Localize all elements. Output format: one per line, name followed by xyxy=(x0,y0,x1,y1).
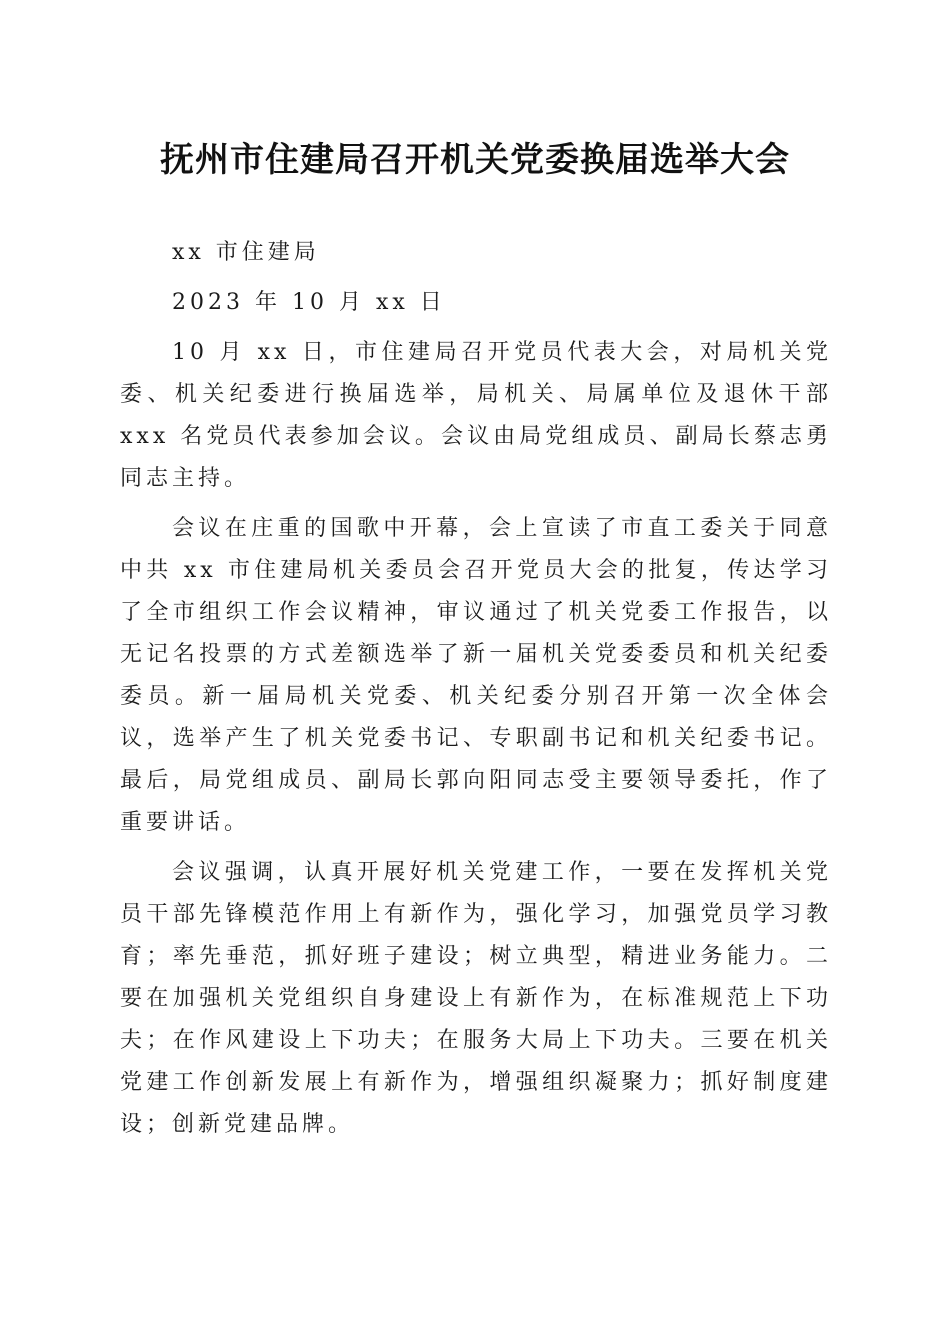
date-line: 2023 年 10 月 xx 日 xyxy=(172,290,446,315)
document-body xyxy=(120,232,832,1146)
paragraph-3: 会议强调，认真开展好机关党建工作，一要在发挥机关党员干部先锋模范作用上有新作为，强化学习，加强党员学习教育；率先垂范，抓好班子建设；树立典型，精进业务能力。二要在加强机关党组织自身建设上有新作为，在标准规范上下功夫；在作风建设上下功夫；在服务大局上下功夫。三要在机关党建工作创新发展上有新作为，增强组织凝聚力；抓好制度建设；创新党建品牌。 xyxy=(120,860,832,1137)
paragraph-2: 会议在庄重的国歌中开幕，会上宣读了市直工委关于同意中共 xx 市住建局机关委员会召开党员大会的批复，传达学习了全市组织工作会议精神，审议通过了机关党委工作报告，以无记名投票的方式差额选举了新一届机关党委委员和机关纪委委员。新一届局机关党委、机关纪委分别召开第一次全体会议，选举产生了机关党委书记、专职副书记和机关纪委书记。最后，局党组成员、副局长郭向阳同志受主要领导委托，作了重要讲话。 xyxy=(120,516,832,835)
document-title: 抚州市住建局召开机关党委换届选举大会 xyxy=(160,140,790,180)
author-line: xx 市住建局 xyxy=(172,240,320,265)
paragraph-1: 10 月 xx 日，市住建局召开党员代表大会，对局机关党委、机关纪委进行换届选举，局机关、局属单位及退休干部 xxx 名党员代表参加会议。会议由局党组成员、副局长蔡志勇同志主持。 xyxy=(120,340,832,491)
